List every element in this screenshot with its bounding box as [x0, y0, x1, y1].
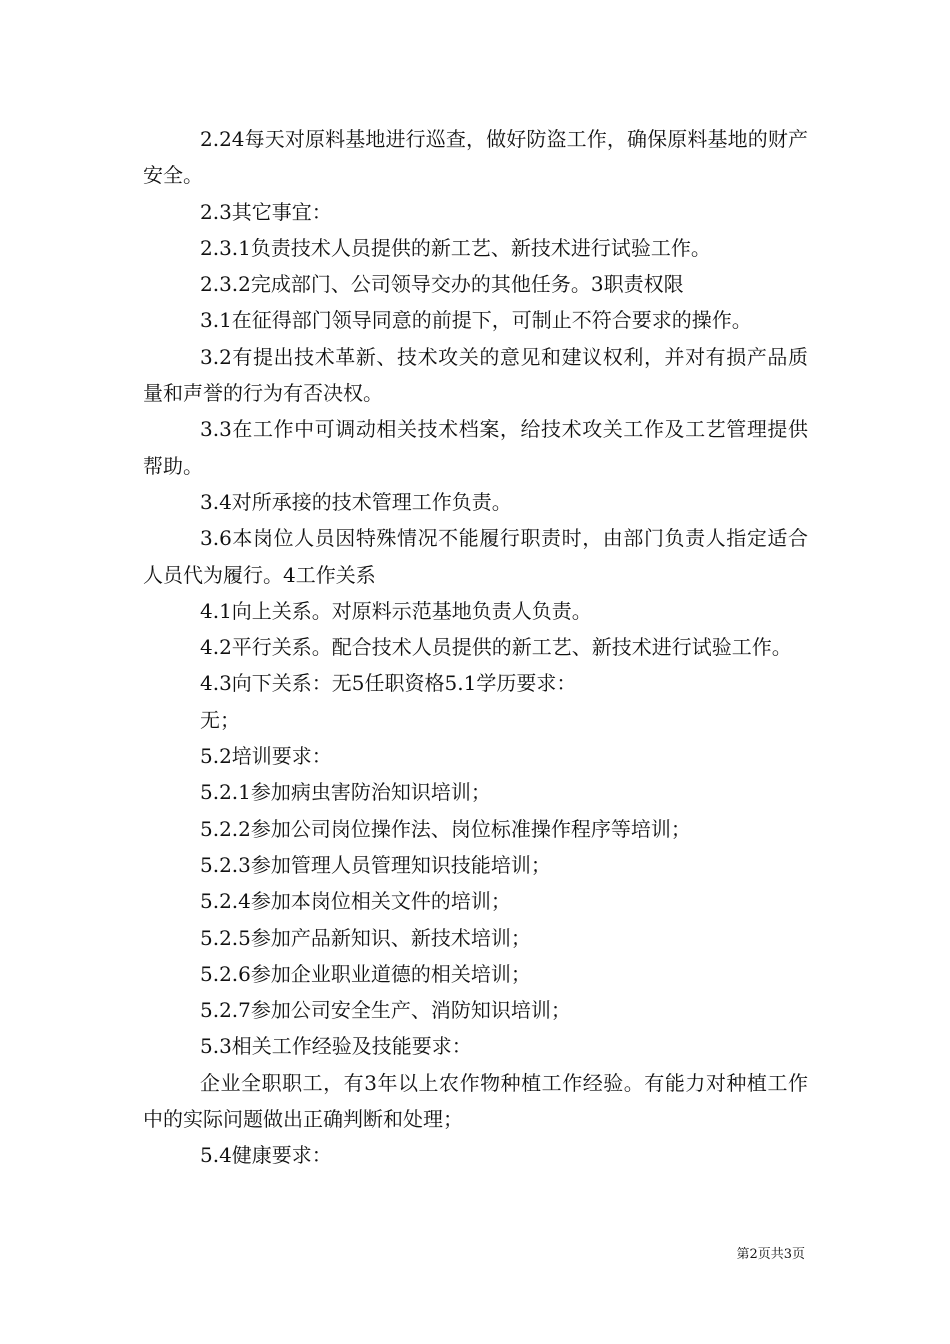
- paragraph: 4.2平行关系。配合技术人员提供的新工艺、新技术进行试验工作。: [200, 635, 792, 660]
- page-number-footer: 第2页共3页: [736, 1247, 805, 1262]
- paragraph: 4.3向下关系：无5任职资格5.1学历要求：: [200, 671, 577, 696]
- paragraph: 5.2.5参加产品新知识、新技术培训；: [200, 925, 531, 950]
- paragraph: 5.4健康要求：: [200, 1143, 332, 1168]
- paragraph: 5.2.3参加管理人员管理知识技能培训；: [200, 852, 551, 877]
- paragraph: 5.2.2参加公司岗位操作法、岗位标准操作程序等培训；: [200, 816, 691, 841]
- paragraph: 3.6本岗位人员因特殊情况不能履行职责时，由部门负责人指定适合人员代为履行。4工作关系: [143, 526, 808, 587]
- paragraph: 5.3相关工作经验及技能要求：: [200, 1034, 472, 1059]
- paragraph: 3.4对所承接的技术管理工作负责。: [200, 489, 512, 514]
- paragraph: 无；: [200, 707, 240, 732]
- paragraph: 3.2有提出技术革新、技术攻关的意见和建议权利，并对有损产品质量和声誉的行为有否决权。: [143, 344, 808, 406]
- paragraph: 3.1在征得部门领导同意的前提下，可制止不符合要求的操作。: [200, 308, 752, 333]
- paragraph: 2.3其它事宜：: [200, 199, 332, 224]
- paragraph: 5.2培训要求：: [200, 744, 332, 769]
- paragraph: 2.3.1负责技术人员提供的新工艺、新技术进行试验工作。: [200, 235, 711, 260]
- document-body: [143, 121, 808, 1174]
- paragraph: 4.1向上关系。对原料示范基地负责人负责。: [200, 598, 592, 623]
- paragraph: 5.2.1参加病虫害防治知识培训；: [200, 780, 491, 805]
- paragraph: 2.24每天对原料基地进行巡查，做好防盗工作，确保原料基地的财产安全。: [143, 127, 808, 188]
- paragraph: 5.2.6参加企业职业道德的相关培训；: [200, 961, 531, 986]
- paragraph: 企业全职职工，有3年以上农作物种植工作经验。有能力对种植工作中的实际问题做出正确判断和处理；: [143, 1070, 808, 1132]
- paragraph: 5.2.4参加本岗位相关文件的培训；: [200, 889, 511, 914]
- paragraph: 5.2.7参加公司安全生产、消防知识培训；: [200, 998, 571, 1023]
- paragraph: 3.3在工作中可调动相关技术档案，给技术攻关工作及工艺管理提供帮助。: [143, 417, 808, 478]
- paragraph: 2.3.2完成部门、公司领导交办的其他任务。3职责权限: [200, 272, 684, 297]
